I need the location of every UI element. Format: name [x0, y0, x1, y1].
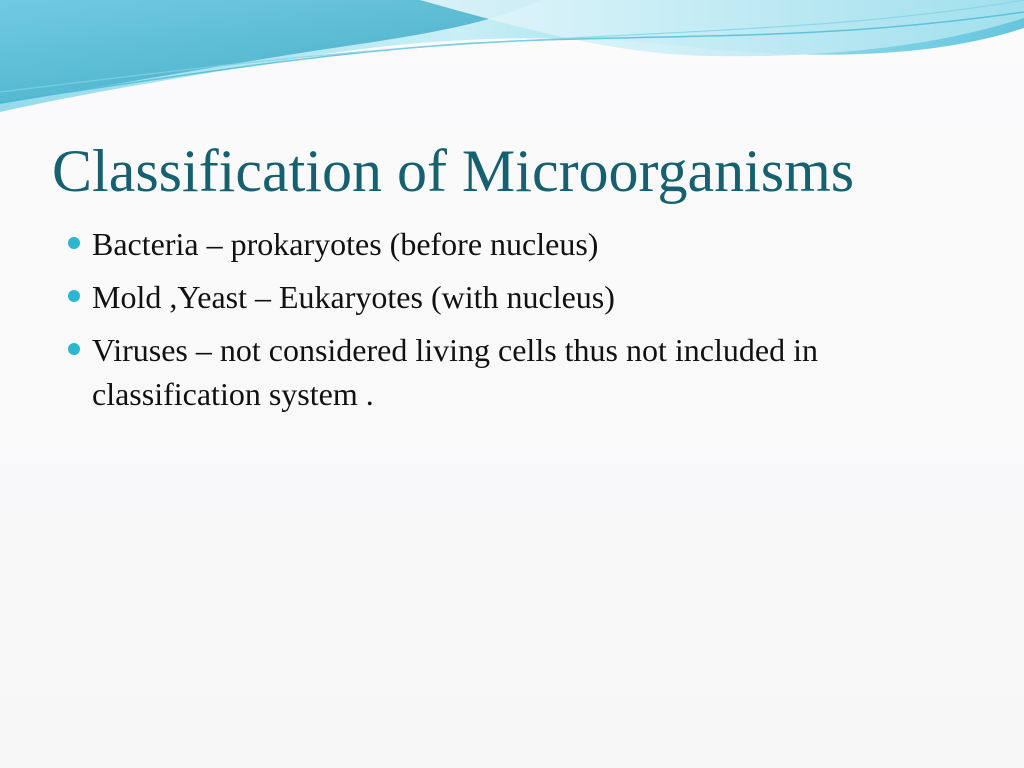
header-wave-decoration [0, 0, 1024, 130]
bullet-item-bacteria [64, 222, 964, 266]
bullet-dot-icon [68, 343, 80, 355]
bullet-dot-icon [68, 290, 80, 302]
bullet-text: Viruses – not considered living cells thus not included in classification system . [92, 332, 818, 412]
bullet-item-viruses [64, 328, 964, 416]
slide-title: Classification of Microorganisms [52, 138, 855, 204]
bullet-dot-icon [68, 237, 80, 249]
bullet-text: Bacteria – prokaryotes (before nucleus) [92, 226, 599, 262]
bullet-list [64, 222, 964, 425]
bullet-item-mold-yeast [64, 275, 964, 319]
bullet-text: Mold ,Yeast – Eukaryotes (with nucleus) [92, 279, 615, 315]
